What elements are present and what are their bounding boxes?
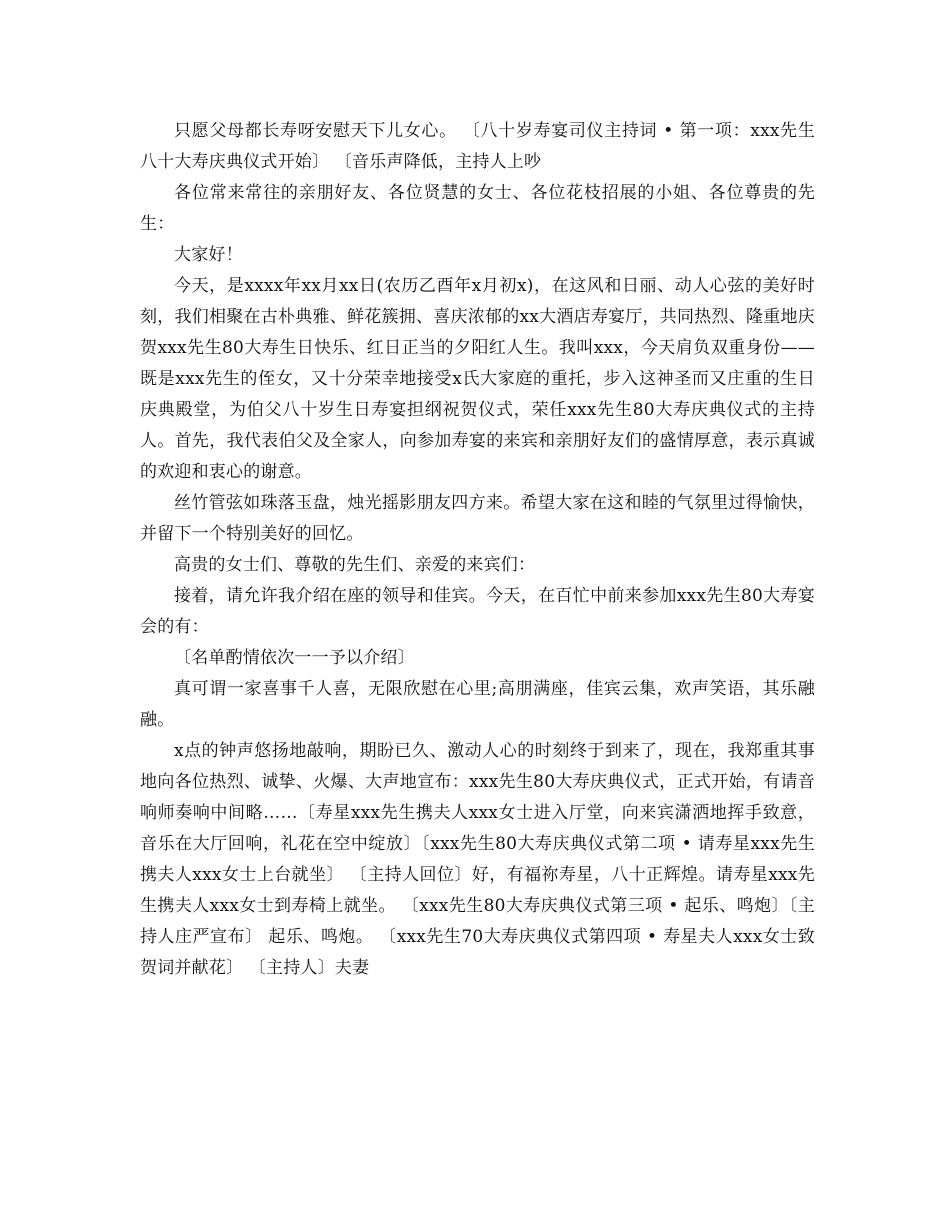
paragraph-guests-intro: 接着，请允许我介绍在座的领导和佳宾。今天，在百忙中前来参加xxx先生80大寿宴会的有： <box>140 586 815 637</box>
paragraph-guest-list-note: 〔名单酌情依次一一予以介绍〕 <box>174 648 415 668</box>
paragraph-address: 高贵的女士们、尊敬的先生们、亲爱的来宾们： <box>174 555 536 575</box>
document-body <box>140 116 815 984</box>
paragraph-ceremony: x点的钟声悠扬地敲响，期盼已久、激动人心的时刻终于到来了，现在，我郑重其事地向各位热烈、诚挚、火爆、大声地宣布：xxx先生80大寿庆典仪式，正式开始，有请音响师奏响中间略……〔寿星xxx先生携夫人xxx女士进入厅堂，向来宾潇洒地挥手致意，音乐在大厅回响，礼花在空中绽放〕〔xxx先生80大寿庆典仪式第二项 • 请寿星xxx先生携夫人xxx女士上台就坐〕 〔主持人回位〕好，有福祢寿星，八十正辉煌。请寿星xxx先生携夫人xxx女士到寿椅上就坐。 〔xxx先生80大寿庆典仪式第三项 • 起乐、鸣炮〕〔主持人庄严宣布〕 起乐、鸣炮。 〔xxx先生70大寿庆典仪式第四项 • 寿星夫人xxx女士致贺词并献花〕 〔主持人〕夫妻 <box>140 741 815 978</box>
paragraph-opening: 只愿父母都长寿呀安慰天下儿女心。 〔八十岁寿宴司仪主持词 • 第一项：xxx先生八十大寿庆典仪式开始〕 〔音乐声降低，主持人上吵 <box>140 121 815 172</box>
paragraph-wishes: 丝竹管弦如珠落玉盘，烛光摇影朋友四方来。希望大家在这和睦的气氛里过得愉快，并留下一个特别美好的回忆。 <box>140 493 815 544</box>
paragraph-introduction: 今天，是xxxx年xx月xx日(农历乙酉年x月初x)，在这风和日丽、动人心弦的美好时刻，我们相聚在古朴典雅、鲜花簇拥、喜庆浓郁的xx大酒店寿宴厅，共同热烈、隆重地庆贺xxx先生80大寿生日快乐、红日正当的夕阳红人生。我叫xxx，今天肩负双重身份——既是xxx先生的侄女，又十分荣幸地接受x氏大家庭的重托，步入这神圣而又庄重的生日庆典殿堂，为伯父八十岁生日寿宴担纲祝贺仪式，荣任xxx先生80大寿庆典仪式的主持人。首先，我代表伯父及全家人，向参加寿宴的来宾和亲朋好友们的盛情厚意，表示真诚的欢迎和衷心的谢意。 <box>140 276 815 482</box>
paragraph-greeting: 大家好！ <box>174 245 243 265</box>
paragraph-celebration: 真可谓一家喜事千人喜，无限欣慰在心里;高朋满座，佳宾云集，欢声笑语，其乐融融。 <box>140 679 815 730</box>
paragraph-salutation: 各位常来常往的亲朋好友、各位贤慧的女士、各位花枝招展的小姐、各位尊贵的先生： <box>140 183 815 234</box>
